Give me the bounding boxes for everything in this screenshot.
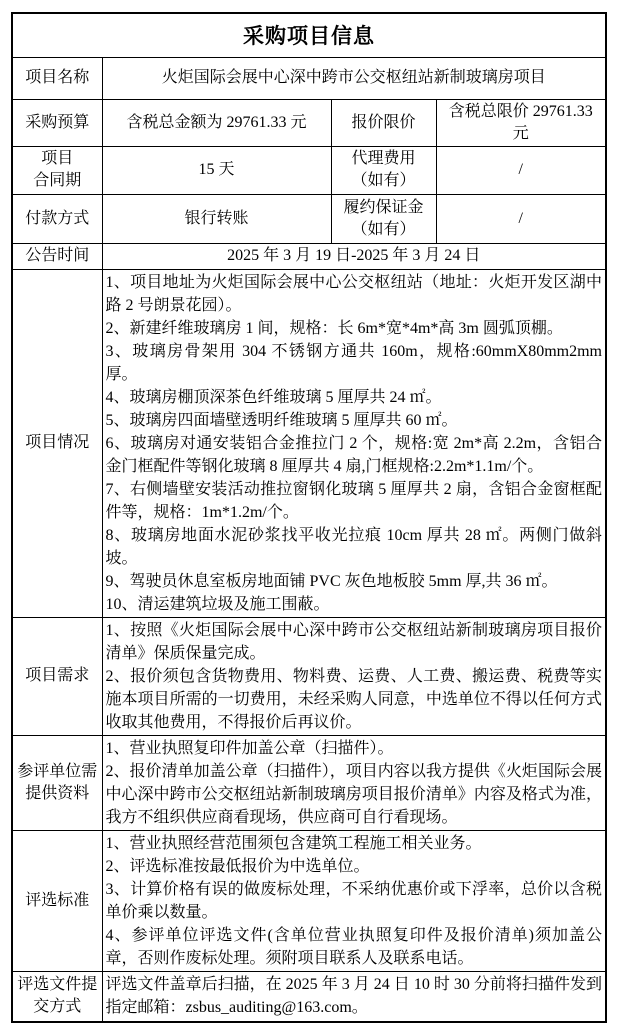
deposit-label: 履约保证金 （如有）: [331, 194, 436, 243]
project-situation-content: [102, 269, 606, 617]
table-row: [12, 971, 606, 1022]
contract-period-label: 项目 合同期: [12, 146, 102, 194]
text-paragraph: 4、参评单位评选文件(含单位营业执照复印件及报价清单)须加盖公章，否则作废标处理。须附项目联系人及联系电话。: [105, 926, 602, 967]
text-paragraph: 1、营业执照复印件加盖公章（扫描件）。: [105, 739, 394, 757]
selection-criteria-label: 评选标准: [12, 830, 102, 971]
table-row: [12, 830, 606, 971]
text-paragraph: 7、右侧墙壁安装活动推拉窗钢化玻璃 5 厘厚共 2 扇，含铝合金窗框配件等，规格：1m*1.2m/个。: [105, 480, 602, 521]
text-paragraph: 2、新建纤维玻璃房 1 间，规格：长 6m*宽*4m*高 3m 圆弧顶棚。: [105, 319, 563, 337]
project-demand-label: 项目需求: [12, 617, 102, 735]
project-demand-content: [102, 617, 606, 735]
selection-criteria-content: [102, 830, 606, 971]
deposit-value: /: [436, 194, 606, 243]
text-paragraph: 1、营业执照经营范围须包含建筑工程施工相关业务。: [105, 834, 482, 852]
project-name-value: 火炬国际会展中心深中跨市公交枢纽站新制玻璃房项目: [102, 57, 606, 99]
agency-fee-value: /: [436, 146, 606, 194]
text-paragraph: 5、玻璃房四面墙壁透明纤维玻璃 5 厘厚共 60 ㎡。: [105, 411, 458, 429]
project-name-label: 项目名称: [12, 57, 102, 99]
table-row: [12, 99, 606, 146]
text-paragraph: 4、玻璃房棚顶深茶色纤维玻璃 5 厘厚共 24 ㎡。: [105, 388, 442, 406]
table-row: [12, 735, 606, 830]
table-row: [12, 13, 606, 57]
table-row: [12, 57, 606, 99]
table-row: [12, 243, 606, 269]
agency-fee-label: 代理费用 （如有）: [331, 146, 436, 194]
text-paragraph: 3、玻璃房骨架用 304 不锈钢方通共 160m，规格:60mmX80mm2mm 厚。: [105, 342, 602, 383]
budget-value: 含税总金额为 29761.33 元: [102, 99, 331, 146]
price-limit-value: 含税总限价 29761.33 元: [436, 99, 606, 146]
announce-time-value: 2025 年 3 月 19 日-2025 年 3 月 24 日: [102, 243, 606, 269]
text-paragraph: 2、报价须包含货物费用、物料费、运费、人工费、搬运费、税费等实施本项目所需的一切费用，未经采购人同意，中选单位不得以任何方式收取其他费用，不得报价后再议价。: [105, 667, 602, 731]
announce-time-label: 公告时间: [12, 243, 102, 269]
text-paragraph: 2、报价清单加盖公章（扫描件），项目内容以我方提供《火炬国际会展中心深中跨市公交枢纽站新制玻璃房项目报价清单》内容及格式为准，我方不组织供应商看现场，供应商可自行看现场。: [105, 762, 602, 826]
text-paragraph: 8、玻璃房地面水泥砂浆找平收光拉痕 10cm 厚共 28 ㎡。两侧门做斜坡。: [105, 526, 602, 567]
procurement-info-table: [11, 12, 607, 1023]
text-paragraph: 3、计算价格有误的做废标处理，不采纳优惠价或下浮率，总价以含税单价乘以数量。: [105, 880, 602, 921]
text-paragraph: 9、驾驶员休息室板房地面铺 PVC 灰色地板胶 5mm 厚,共 36 ㎡。: [105, 572, 558, 590]
contract-period-value: 15 天: [102, 146, 331, 194]
submission-method-content: [102, 971, 606, 1022]
project-situation-label: 项目情况: [12, 269, 102, 617]
submission-method-label: 评选文件提 交方式: [12, 971, 102, 1022]
table-row: [12, 617, 606, 735]
text-paragraph: 1、项目地址为火炬国际会展中心公交枢纽站（地址：火炬开发区湖中路 2 号朗景花园）。: [105, 273, 602, 314]
table-row: [12, 194, 606, 243]
text-paragraph: 1、按照《火炬国际会展中心深中跨市公交枢纽站新制玻璃房项目报价清单》保质保量完成。: [105, 621, 602, 662]
text-paragraph: 10、清运建筑垃圾及施工围蔽。: [105, 595, 330, 613]
price-limit-label: 报价限价: [331, 99, 436, 146]
text-paragraph: 评选文件盖章后扫描，在 2025 年 3 月 24 日 10 时 30 分前将扫描件发到指定邮箱：zsbus_auditing@163.com。: [105, 976, 602, 1017]
budget-label: 采购预算: [12, 99, 102, 146]
table-title: 采购项目信息: [12, 13, 606, 57]
required-documents-label: 参评单位需 提供资料: [12, 735, 102, 830]
required-documents-content: [102, 735, 606, 830]
payment-method-label: 付款方式: [12, 194, 102, 243]
table-row: [12, 269, 606, 617]
text-paragraph: 6、玻璃房对通安装铝合金推拉门 2 个，规格:宽 2m*高 2.2m，含铝合金门框配件等钢化玻璃 8 厘厚共 4 扇,门框规格:2.2m*1.1m/个。: [105, 434, 602, 475]
table-row: [12, 146, 606, 194]
payment-method-value: 银行转账: [102, 194, 331, 243]
text-paragraph: 2、评选标准按最低报价为中选单位。: [105, 857, 370, 875]
